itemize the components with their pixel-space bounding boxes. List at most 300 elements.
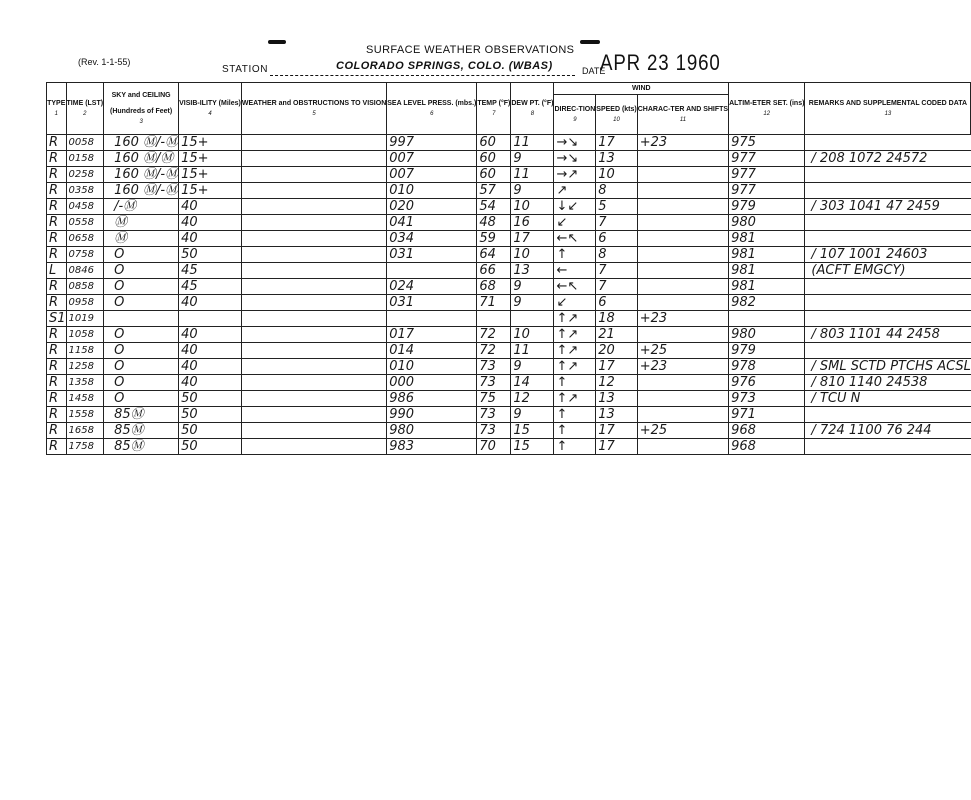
header-weather: WEATHER and OBSTRUCTIONS TO VISION 5 <box>241 83 386 135</box>
cell-time: 0958 <box>66 295 104 311</box>
header-wind-speed: SPEED (kts) 10 <box>596 95 637 135</box>
cell-sea-level-pressure: 007 <box>387 151 477 167</box>
cell-sea-level-pressure: 031 <box>387 247 477 263</box>
cell-type: S1 <box>47 311 67 327</box>
cell-weather <box>241 231 386 247</box>
cell-weather <box>241 359 386 375</box>
cell-altimeter <box>729 311 805 327</box>
cell-wind-speed: 17 <box>596 135 637 151</box>
cell-wind-direction: ←↖ <box>554 231 596 247</box>
cell-altimeter: 975 <box>729 135 805 151</box>
cell-temp: 60 <box>477 151 511 167</box>
cell-sky: 85Ⓜ <box>104 407 179 423</box>
cell-wind-character <box>637 247 728 263</box>
cell-wind-character <box>637 167 728 183</box>
cell-sky: O <box>104 343 179 359</box>
cell-wind-character: +25 <box>637 423 728 439</box>
cell-remarks <box>805 215 971 231</box>
header-sky: SKY and CEILING (Hundreds of Feet) 3 <box>104 83 179 135</box>
cell-wind-character <box>637 439 728 455</box>
cell-type: R <box>47 231 67 247</box>
cell-visibility: 15+ <box>179 167 242 183</box>
cell-remarks <box>805 167 971 183</box>
cell-wind-speed: 17 <box>596 439 637 455</box>
cell-sky: O <box>104 295 179 311</box>
cell-wind-character <box>637 295 728 311</box>
cell-sky: 160 Ⓜ/Ⓜ <box>104 151 179 167</box>
cell-dew-point <box>511 311 554 327</box>
cell-visibility: 40 <box>179 343 242 359</box>
cell-wind-character <box>637 391 728 407</box>
cell-wind-direction: ↑↗ <box>554 327 596 343</box>
cell-altimeter: 977 <box>729 167 805 183</box>
cell-dew-point: 11 <box>511 135 554 151</box>
cell-wind-direction: →↘ <box>554 135 596 151</box>
table-row <box>47 247 971 263</box>
cell-wind-direction: →↗ <box>554 167 596 183</box>
cell-weather <box>241 327 386 343</box>
cell-temp: 60 <box>477 167 511 183</box>
table-row <box>47 311 971 327</box>
table-row <box>47 151 971 167</box>
cell-time: 1258 <box>66 359 104 375</box>
cell-wind-character: +23 <box>637 359 728 375</box>
punch-mark <box>580 40 600 44</box>
cell-altimeter: 982 <box>729 295 805 311</box>
cell-sky: 85Ⓜ <box>104 439 179 455</box>
cell-type: R <box>47 327 67 343</box>
header-altimeter: ALTIM-ETER SET. (ins) 12 <box>729 83 805 135</box>
cell-sky: O <box>104 327 179 343</box>
cell-dew-point: 9 <box>511 151 554 167</box>
cell-sea-level-pressure: 983 <box>387 439 477 455</box>
cell-altimeter: 981 <box>729 231 805 247</box>
cell-time: 1358 <box>66 375 104 391</box>
cell-wind-character <box>637 215 728 231</box>
cell-type: R <box>47 407 67 423</box>
cell-wind-speed: 20 <box>596 343 637 359</box>
header-temp: TEMP (°F) 7 <box>477 83 511 135</box>
cell-type: R <box>47 199 67 215</box>
cell-wind-speed: 12 <box>596 375 637 391</box>
cell-wind-speed: 6 <box>596 295 637 311</box>
cell-wind-direction: ↑ <box>554 407 596 423</box>
cell-remarks: / TCU N <box>805 391 971 407</box>
cell-sky: O <box>104 375 179 391</box>
cell-dew-point: 11 <box>511 343 554 359</box>
cell-sea-level-pressure: 990 <box>387 407 477 423</box>
cell-temp: 48 <box>477 215 511 231</box>
cell-sea-level-pressure: 980 <box>387 423 477 439</box>
cell-weather <box>241 247 386 263</box>
cell-altimeter: 981 <box>729 247 805 263</box>
cell-sky <box>104 311 179 327</box>
cell-wind-character <box>637 375 728 391</box>
cell-remarks: / 208 1072 24572 <box>805 151 971 167</box>
cell-weather <box>241 151 386 167</box>
cell-time: 1558 <box>66 407 104 423</box>
cell-visibility: 40 <box>179 215 242 231</box>
cell-wind-speed: 13 <box>596 391 637 407</box>
cell-wind-character <box>637 231 728 247</box>
cell-temp: 57 <box>477 183 511 199</box>
cell-dew-point: 9 <box>511 407 554 423</box>
cell-sky: Ⓜ <box>104 215 179 231</box>
cell-wind-direction: ←↖ <box>554 279 596 295</box>
cell-type: R <box>47 439 67 455</box>
cell-time: 0358 <box>66 183 104 199</box>
cell-visibility: 50 <box>179 423 242 439</box>
station-underline <box>270 75 575 76</box>
cell-sky: O <box>104 359 179 375</box>
cell-sea-level-pressure: 041 <box>387 215 477 231</box>
cell-dew-point: 10 <box>511 247 554 263</box>
table-row <box>47 279 971 295</box>
cell-time: 0858 <box>66 279 104 295</box>
cell-wind-direction: ↗ <box>554 183 596 199</box>
cell-weather <box>241 375 386 391</box>
cell-wind-speed: 13 <box>596 407 637 423</box>
cell-wind-direction: ↑↗ <box>554 359 596 375</box>
cell-weather <box>241 183 386 199</box>
cell-dew-point: 17 <box>511 231 554 247</box>
cell-altimeter: 980 <box>729 215 805 231</box>
cell-time: 0758 <box>66 247 104 263</box>
cell-wind-speed: 7 <box>596 215 637 231</box>
cell-wind-speed: 10 <box>596 167 637 183</box>
cell-altimeter: 968 <box>729 439 805 455</box>
cell-time: 0058 <box>66 135 104 151</box>
cell-wind-character <box>637 183 728 199</box>
header-wind-direction: DIREC-TION 9 <box>554 95 596 135</box>
cell-remarks: / 107 1001 24603 <box>805 247 971 263</box>
cell-wind-speed: 5 <box>596 199 637 215</box>
cell-weather <box>241 199 386 215</box>
cell-visibility: 50 <box>179 407 242 423</box>
cell-type: R <box>47 135 67 151</box>
cell-dew-point: 13 <box>511 263 554 279</box>
cell-visibility: 40 <box>179 199 242 215</box>
date-stamp: APR 23 1960 <box>600 50 721 75</box>
cell-wind-direction: ↑↗ <box>554 311 596 327</box>
cell-wind-character: +23 <box>637 311 728 327</box>
cell-temp: 75 <box>477 391 511 407</box>
cell-visibility: 40 <box>179 295 242 311</box>
cell-wind-character: +25 <box>637 343 728 359</box>
cell-dew-point: 16 <box>511 215 554 231</box>
cell-temp: 73 <box>477 375 511 391</box>
header-type: TYPE 1 <box>47 83 67 135</box>
cell-time: 0558 <box>66 215 104 231</box>
cell-temp: 64 <box>477 247 511 263</box>
cell-altimeter: 977 <box>729 183 805 199</box>
table-row <box>47 135 971 151</box>
cell-wind-direction: ↑ <box>554 375 596 391</box>
cell-time: 0658 <box>66 231 104 247</box>
cell-time: 1058 <box>66 327 104 343</box>
table-row <box>47 391 971 407</box>
cell-altimeter: 976 <box>729 375 805 391</box>
cell-visibility: 15+ <box>179 183 242 199</box>
cell-visibility: 40 <box>179 359 242 375</box>
cell-altimeter: 981 <box>729 279 805 295</box>
cell-remarks <box>805 407 971 423</box>
cell-visibility: 50 <box>179 439 242 455</box>
cell-sky: O <box>104 391 179 407</box>
cell-altimeter: 977 <box>729 151 805 167</box>
cell-sea-level-pressure: 031 <box>387 295 477 311</box>
cell-dew-point: 15 <box>511 423 554 439</box>
cell-wind-direction: ↙ <box>554 215 596 231</box>
cell-dew-point: 11 <box>511 167 554 183</box>
header-time: TIME (LST) 2 <box>66 83 104 135</box>
table-row <box>47 327 971 343</box>
cell-remarks: / 803 1101 44 2458 <box>805 327 971 343</box>
cell-time: 0458 <box>66 199 104 215</box>
header-sea-level-pressure: SEA LEVEL PRESS. (mbs.) 6 <box>387 83 477 135</box>
cell-type: R <box>47 343 67 359</box>
cell-weather <box>241 343 386 359</box>
cell-temp: 73 <box>477 359 511 375</box>
cell-temp: 70 <box>477 439 511 455</box>
cell-temp: 71 <box>477 295 511 311</box>
cell-time: 1658 <box>66 423 104 439</box>
observations-body <box>47 135 971 455</box>
cell-time: 0258 <box>66 167 104 183</box>
cell-time: 0846 <box>66 263 104 279</box>
cell-remarks <box>805 343 971 359</box>
cell-wind-character <box>637 263 728 279</box>
cell-altimeter: 978 <box>729 359 805 375</box>
cell-temp: 73 <box>477 407 511 423</box>
cell-remarks: / 303 1041 47 2459 <box>805 199 971 215</box>
cell-time: 0158 <box>66 151 104 167</box>
cell-altimeter: 968 <box>729 423 805 439</box>
cell-wind-speed: 13 <box>596 151 637 167</box>
cell-time: 1019 <box>66 311 104 327</box>
cell-dew-point: 15 <box>511 439 554 455</box>
cell-wind-direction: ↓↙ <box>554 199 596 215</box>
cell-weather <box>241 423 386 439</box>
cell-type: R <box>47 295 67 311</box>
cell-wind-character <box>637 327 728 343</box>
cell-time: 1758 <box>66 439 104 455</box>
cell-temp: 60 <box>477 135 511 151</box>
cell-wind-direction: ← <box>554 263 596 279</box>
form-title: SURFACE WEATHER OBSERVATIONS <box>366 44 575 56</box>
table-row <box>47 407 971 423</box>
cell-altimeter: 980 <box>729 327 805 343</box>
cell-sea-level-pressure <box>387 311 477 327</box>
punch-mark <box>268 40 286 44</box>
table-row <box>47 343 971 359</box>
cell-remarks <box>805 279 971 295</box>
cell-wind-direction: ↑ <box>554 247 596 263</box>
header-remarks: REMARKS AND SUPPLEMENTAL CODED DATA 13 <box>805 83 971 135</box>
cell-time: 1458 <box>66 391 104 407</box>
table-row <box>47 295 971 311</box>
cell-weather <box>241 263 386 279</box>
cell-wind-character: +23 <box>637 135 728 151</box>
cell-wind-speed: 8 <box>596 247 637 263</box>
cell-sky: 85Ⓜ <box>104 423 179 439</box>
cell-sea-level-pressure: 007 <box>387 167 477 183</box>
cell-altimeter: 979 <box>729 343 805 359</box>
cell-wind-direction: →↘ <box>554 151 596 167</box>
cell-sea-level-pressure <box>387 263 477 279</box>
cell-visibility: 40 <box>179 375 242 391</box>
table-row <box>47 423 971 439</box>
cell-wind-speed: 21 <box>596 327 637 343</box>
cell-visibility: 50 <box>179 247 242 263</box>
table-row <box>47 375 971 391</box>
cell-sky: O <box>104 279 179 295</box>
cell-sea-level-pressure: 024 <box>387 279 477 295</box>
cell-wind-speed: 7 <box>596 279 637 295</box>
cell-wind-direction: ↑↗ <box>554 391 596 407</box>
cell-temp <box>477 311 511 327</box>
header-wind-character: CHARAC-TER AND SHIFTS 11 <box>637 95 728 135</box>
table-row <box>47 231 971 247</box>
cell-remarks <box>805 231 971 247</box>
cell-sky: Ⓜ <box>104 231 179 247</box>
cell-sea-level-pressure: 034 <box>387 231 477 247</box>
cell-visibility: 40 <box>179 231 242 247</box>
cell-type: R <box>47 183 67 199</box>
cell-sky: /-Ⓜ <box>104 199 179 215</box>
cell-wind-direction: ↑ <box>554 423 596 439</box>
cell-wind-character <box>637 407 728 423</box>
cell-weather <box>241 279 386 295</box>
cell-type: R <box>47 215 67 231</box>
cell-sea-level-pressure: 014 <box>387 343 477 359</box>
cell-wind-speed: 6 <box>596 231 637 247</box>
table-row <box>47 215 971 231</box>
cell-sky: 160 Ⓜ/-Ⓜ <box>104 183 179 199</box>
cell-dew-point: 9 <box>511 183 554 199</box>
cell-wind-speed: 8 <box>596 183 637 199</box>
cell-weather <box>241 407 386 423</box>
cell-dew-point: 10 <box>511 199 554 215</box>
cell-visibility: 45 <box>179 263 242 279</box>
cell-wind-character <box>637 279 728 295</box>
cell-dew-point: 9 <box>511 279 554 295</box>
cell-remarks <box>805 311 971 327</box>
cell-visibility: 40 <box>179 327 242 343</box>
cell-wind-direction: ↑↗ <box>554 343 596 359</box>
cell-type: R <box>47 375 67 391</box>
cell-sea-level-pressure: 997 <box>387 135 477 151</box>
cell-remarks: / 724 1100 76 244 <box>805 423 971 439</box>
cell-altimeter: 979 <box>729 199 805 215</box>
cell-weather <box>241 215 386 231</box>
table-row <box>47 183 971 199</box>
cell-wind-speed: 17 <box>596 423 637 439</box>
cell-dew-point: 10 <box>511 327 554 343</box>
cell-dew-point: 14 <box>511 375 554 391</box>
cell-sea-level-pressure: 000 <box>387 375 477 391</box>
date-label: DATE <box>582 66 606 76</box>
header-dew-point: DEW PT. (°F) 8 <box>511 83 554 135</box>
cell-wind-direction: ↑ <box>554 439 596 455</box>
cell-remarks <box>805 439 971 455</box>
station-value: COLORADO SPRINGS, COLO. (WBAS) <box>336 60 553 72</box>
page-cutoff <box>46 494 806 502</box>
cell-dew-point: 12 <box>511 391 554 407</box>
table-row <box>47 199 971 215</box>
cell-weather <box>241 391 386 407</box>
form-revision: (Rev. 1-1-55) <box>78 57 131 67</box>
cell-remarks: / 810 1140 24538 <box>805 375 971 391</box>
table-row <box>47 439 971 455</box>
cell-wind-speed: 7 <box>596 263 637 279</box>
cell-wind-character <box>637 151 728 167</box>
cell-visibility: 15+ <box>179 151 242 167</box>
header-visibility: VISIB-ILITY (Miles) 4 <box>179 83 242 135</box>
table-row <box>47 359 971 375</box>
cell-temp: 59 <box>477 231 511 247</box>
cell-type: R <box>47 279 67 295</box>
cell-type: L <box>47 263 67 279</box>
cell-visibility: 50 <box>179 391 242 407</box>
cell-sky: O <box>104 247 179 263</box>
cell-wind-direction: ↙ <box>554 295 596 311</box>
header-wind: WIND <box>554 83 729 95</box>
table-row <box>47 263 971 279</box>
cell-temp: 73 <box>477 423 511 439</box>
table-row <box>47 167 971 183</box>
cell-sea-level-pressure: 020 <box>387 199 477 215</box>
cell-weather <box>241 135 386 151</box>
cell-remarks <box>805 135 971 151</box>
cell-weather <box>241 295 386 311</box>
cell-remarks <box>805 183 971 199</box>
cell-type: R <box>47 247 67 263</box>
cell-sea-level-pressure: 986 <box>387 391 477 407</box>
cell-visibility: 15+ <box>179 135 242 151</box>
observations-table <box>46 82 971 455</box>
cell-sky: 160 Ⓜ/-Ⓜ <box>104 167 179 183</box>
cell-type: R <box>47 359 67 375</box>
cell-dew-point: 9 <box>511 359 554 375</box>
cell-type: R <box>47 151 67 167</box>
cell-remarks: (ACFT EMGCY) <box>805 263 971 279</box>
cell-temp: 54 <box>477 199 511 215</box>
cell-dew-point: 9 <box>511 295 554 311</box>
cell-altimeter: 971 <box>729 407 805 423</box>
cell-altimeter: 981 <box>729 263 805 279</box>
cell-temp: 72 <box>477 327 511 343</box>
cell-weather <box>241 439 386 455</box>
cell-type: R <box>47 167 67 183</box>
cell-wind-speed: 17 <box>596 359 637 375</box>
cell-type: R <box>47 391 67 407</box>
cell-temp: 72 <box>477 343 511 359</box>
cell-type: R <box>47 423 67 439</box>
cell-sea-level-pressure: 010 <box>387 183 477 199</box>
cell-remarks <box>805 295 971 311</box>
cell-visibility: 45 <box>179 279 242 295</box>
cell-weather <box>241 167 386 183</box>
cell-visibility <box>179 311 242 327</box>
cell-sea-level-pressure: 017 <box>387 327 477 343</box>
cell-temp: 68 <box>477 279 511 295</box>
cell-wind-speed: 18 <box>596 311 637 327</box>
cell-sky: O <box>104 263 179 279</box>
station-label: STATION <box>222 64 269 75</box>
cell-sea-level-pressure: 010 <box>387 359 477 375</box>
cell-altimeter: 973 <box>729 391 805 407</box>
